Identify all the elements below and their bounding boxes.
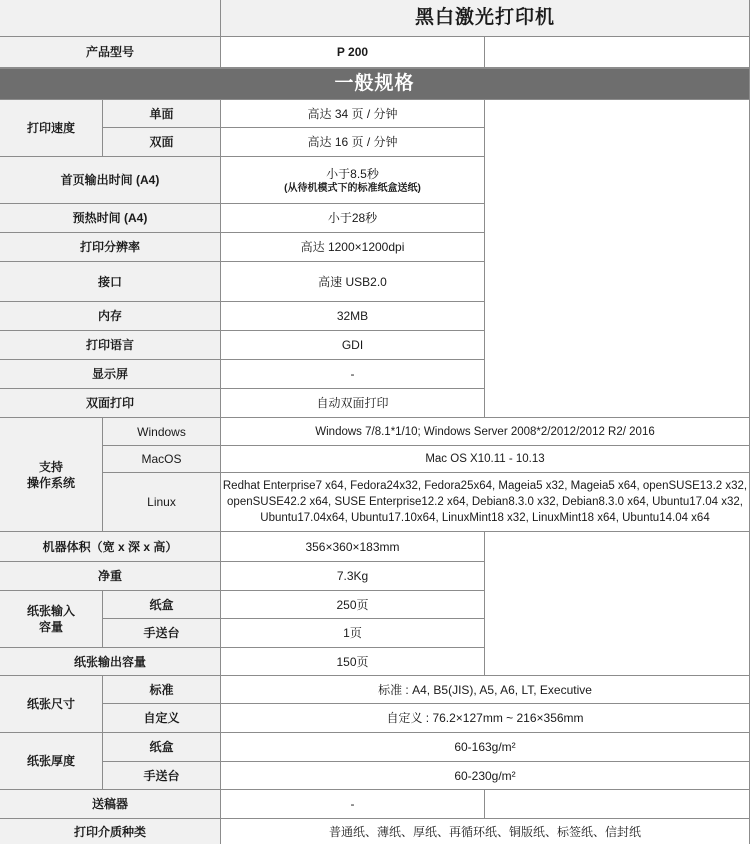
first-page-label: 首页输出时间 (A4) xyxy=(0,157,221,204)
paper-weight-manual-label: 手送台 xyxy=(103,762,221,790)
paper-input-tray-value: 250页 xyxy=(221,591,485,619)
interface-value: 高速 USB2.0 xyxy=(221,262,485,302)
paper-size-standard-label: 标准 xyxy=(103,676,221,704)
adf-value: - xyxy=(221,790,485,819)
os-label xyxy=(0,418,103,532)
paper-size-custom-label: 自定义 xyxy=(103,704,221,733)
os-linux-value-cell xyxy=(221,473,750,532)
paper-input-manual-label: 手送台 xyxy=(103,619,221,648)
os-linux-line1: Redhat Enterprise7 x64, Fedora24x32, Fedora25x64, Mageia5 x32, Mageia5 x64, openSUSE13.2 x32, xyxy=(222,480,748,492)
os-linux-line3: Ubuntu17.04x64, Ubuntu17.10x64, LinuxMint18 x32, LinuxMint18 x64, Ubuntu14.04 x64 xyxy=(260,512,710,524)
general-empty-block xyxy=(485,100,750,418)
display-label: 显示屏 xyxy=(0,360,221,389)
os-macos-value: Mac OS X10.11 - 10.13 xyxy=(221,446,750,473)
adf-empty-cell xyxy=(485,790,750,819)
paper-output-value: 150页 xyxy=(221,648,485,676)
section-general-header: 一般规格 xyxy=(0,68,750,100)
display-value: - xyxy=(221,360,485,389)
model-empty-cell xyxy=(485,37,750,68)
media-types-value: 普通纸、薄纸、厚纸、再循环纸、铜版纸、标签纸、信封纸 xyxy=(221,819,750,844)
paper-weight-tray-value: 60-163g/m² xyxy=(221,733,750,762)
paper-weight-label: 纸张厚度 xyxy=(0,733,103,790)
memory-value: 32MB xyxy=(221,302,485,331)
print-speed-simplex-value: 高达 34 页 / 分钟 xyxy=(221,100,485,128)
weight-value: 7.3Kg xyxy=(221,562,485,591)
dimensions-value: 356×360×183mm xyxy=(221,532,485,562)
os-windows-label: Windows xyxy=(103,418,221,446)
model-label: 产品型号 xyxy=(0,37,221,68)
duplex-print-label: 双面打印 xyxy=(0,389,221,418)
media-types-label: 打印介质种类 xyxy=(0,819,221,844)
paper-weight-manual-value: 60-230g/m² xyxy=(221,762,750,790)
paper-input-label-line1: 纸张输入 xyxy=(26,604,75,618)
paper-weight-tray-label: 纸盒 xyxy=(103,733,221,762)
paper-size-label: 纸张尺寸 xyxy=(0,676,103,733)
os-linux-line2: openSUSE42.2 x64, SUSE Enterprise12.2 x64, Debian8.3.0 x32, Debian8.3.0 x64, Ubuntu17.04 x32, xyxy=(227,496,743,508)
paper-input-label xyxy=(0,591,103,648)
language-label: 打印语言 xyxy=(0,331,221,360)
resolution-value: 高达 1200×1200dpi xyxy=(221,233,485,262)
warmup-value: 小于28秒 xyxy=(221,204,485,233)
paper-size-custom-value: 自定义 : 76.2×127mm ~ 216×356mm xyxy=(221,704,750,733)
title-corner-cell xyxy=(0,0,221,37)
print-speed-duplex-value: 高达 16 页 / 分钟 xyxy=(221,128,485,157)
language-value: GDI xyxy=(221,331,485,360)
os-windows-value: Windows 7/8.1*1/10; Windows Server 2008*2/2012/2012 R2/ 2016 xyxy=(221,418,750,446)
duplex-print-value: 自动双面打印 xyxy=(221,389,485,418)
memory-label: 内存 xyxy=(0,302,221,331)
paper-size-standard-value: 标准 : A4, B5(JIS), A5, A6, LT, Executive xyxy=(221,676,750,704)
paper-output-label: 纸张输出容量 xyxy=(0,648,221,676)
paper-input-tray-label: 纸盒 xyxy=(103,591,221,619)
first-page-note: (从待机模式下的标准纸盒送纸) xyxy=(284,182,421,194)
product-title: 黑白激光打印机 xyxy=(221,0,750,37)
os-macos-label: MacOS xyxy=(103,446,221,473)
print-speed-label: 打印速度 xyxy=(0,100,103,157)
warmup-label: 预热时间 (A4) xyxy=(0,204,221,233)
os-label-line1: 支持 xyxy=(38,459,63,474)
dimensions-label: 机器体积（宽 x 深 x 高） xyxy=(0,532,221,562)
paper-input-manual-value: 1页 xyxy=(221,619,485,648)
model-value: P 200 xyxy=(221,37,485,68)
first-page-value: 小于8.5秒 xyxy=(326,166,379,181)
print-speed-simplex-label: 单面 xyxy=(103,100,221,128)
os-linux-label: Linux xyxy=(103,473,221,532)
adf-label: 送稿器 xyxy=(0,790,221,819)
first-page-value-cell xyxy=(221,157,485,204)
interface-label: 接口 xyxy=(0,262,221,302)
os-label-line2: 操作系统 xyxy=(26,475,75,490)
paper-input-label-line2: 容量 xyxy=(38,620,63,634)
resolution-label: 打印分辨率 xyxy=(0,233,221,262)
print-speed-duplex-label: 双面 xyxy=(103,128,221,157)
weight-label: 净重 xyxy=(0,562,221,591)
physical-empty-block xyxy=(485,532,750,676)
